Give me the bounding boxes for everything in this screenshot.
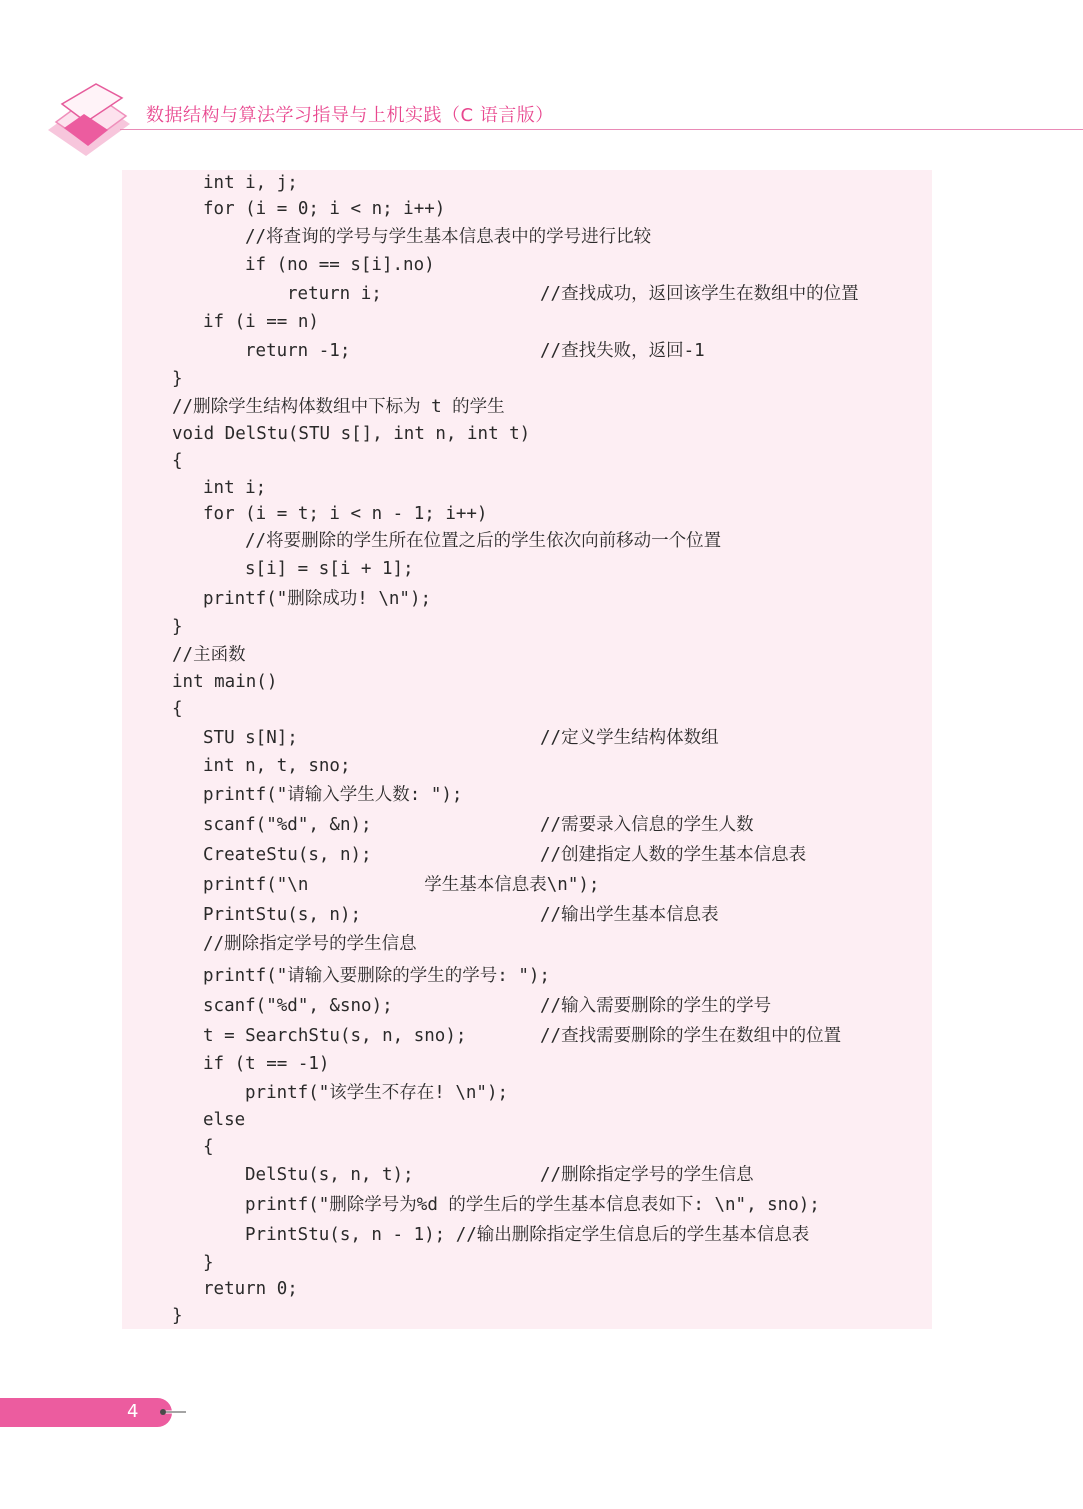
code-line: } <box>172 369 183 389</box>
code-line: else <box>203 1110 246 1130</box>
code-comment: //删除指定学号的学生信息 <box>540 1165 754 1185</box>
code-line: //主函数 <box>172 645 246 665</box>
code-line: int n, t, sno; <box>203 756 351 776</box>
code-line: //删除学生结构体数组中下标为 t 的学生 <box>172 397 505 417</box>
code-line: PrintStu(s, n - 1); //输出删除指定学生信息后的学生基本信息表 <box>245 1225 810 1245</box>
code-line: if (no == s[i].no) <box>245 255 435 275</box>
code-line: void DelStu(STU s[], int n, int t) <box>172 424 531 444</box>
page-number: 4 <box>127 1401 139 1422</box>
code-line: return i; <box>287 284 382 304</box>
code-comment: //创建指定人数的学生基本信息表 <box>540 845 807 865</box>
code-comment: //查找成功，返回该学生在数组中的位置 <box>540 284 859 304</box>
code-line: return -1; <box>245 341 351 361</box>
code-line: { <box>172 451 183 471</box>
code-line: //将要删除的学生所在位置之后的学生依次向前移动一个位置 <box>245 531 722 551</box>
code-comment: //查找需要删除的学生在数组中的位置 <box>540 1026 842 1046</box>
code-line: DelStu(s, n, t); <box>245 1165 414 1185</box>
code-line: if (t == -1) <box>203 1054 330 1074</box>
code-line: printf("删除成功! \n"); <box>203 589 432 609</box>
code-line: CreateStu(s, n); <box>203 845 372 865</box>
code-line: } <box>203 1253 214 1273</box>
code-line: printf("请输入要删除的学生的学号: "); <box>203 966 550 986</box>
code-block <box>122 170 932 1329</box>
code-line: int i; <box>203 478 267 498</box>
code-line: int main() <box>172 672 278 692</box>
code-line: //将查询的学号与学生基本信息表中的学号进行比较 <box>245 227 652 247</box>
book-logo-icon <box>38 82 134 164</box>
code-comment: //定义学生结构体数组 <box>540 728 719 748</box>
code-line: printf("该学生不存在! \n"); <box>245 1083 509 1103</box>
code-line: if (i == n) <box>203 312 319 332</box>
code-comment: //需要录入信息的学生人数 <box>540 815 754 835</box>
arrow-left-icon <box>157 1404 187 1424</box>
code-line: { <box>172 699 183 719</box>
code-line: for (i = 0; i < n; i++) <box>203 199 446 219</box>
code-line: t = SearchStu(s, n, sno); <box>203 1026 467 1046</box>
code-line: } <box>172 1306 183 1326</box>
code-line: printf("删除学号为%d 的学生后的学生基本信息表如下: \n", sno); <box>245 1195 820 1215</box>
header-divider <box>120 129 1083 130</box>
code-comment: //查找失败，返回-1 <box>540 341 705 361</box>
code-line: scanf("%d", &n); <box>203 815 372 835</box>
code-line: } <box>172 617 183 637</box>
code-comment: //输出学生基本信息表 <box>540 905 719 925</box>
code-line: PrintStu(s, n); <box>203 905 362 925</box>
code-line: scanf("%d", &sno); <box>203 996 393 1016</box>
code-line: printf("\n 学生基本信息表\n"); <box>203 875 600 895</box>
code-comment: //输入需要删除的学生的学号 <box>540 996 772 1016</box>
page-number-tab <box>0 1398 172 1427</box>
code-line: return 0; <box>203 1279 298 1299</box>
code-line: //删除指定学号的学生信息 <box>203 934 417 954</box>
code-line: for (i = t; i < n - 1; i++) <box>203 504 488 524</box>
code-line: printf("请输入学生人数: "); <box>203 785 463 805</box>
code-line: int i, j; <box>203 173 298 193</box>
code-line: { <box>203 1137 214 1157</box>
book-title: 数据结构与算法学习指导与上机实践（C 语言版） <box>146 105 554 126</box>
code-line: s[i] = s[i + 1]; <box>245 559 414 579</box>
code-line: STU s[N]; <box>203 728 298 748</box>
